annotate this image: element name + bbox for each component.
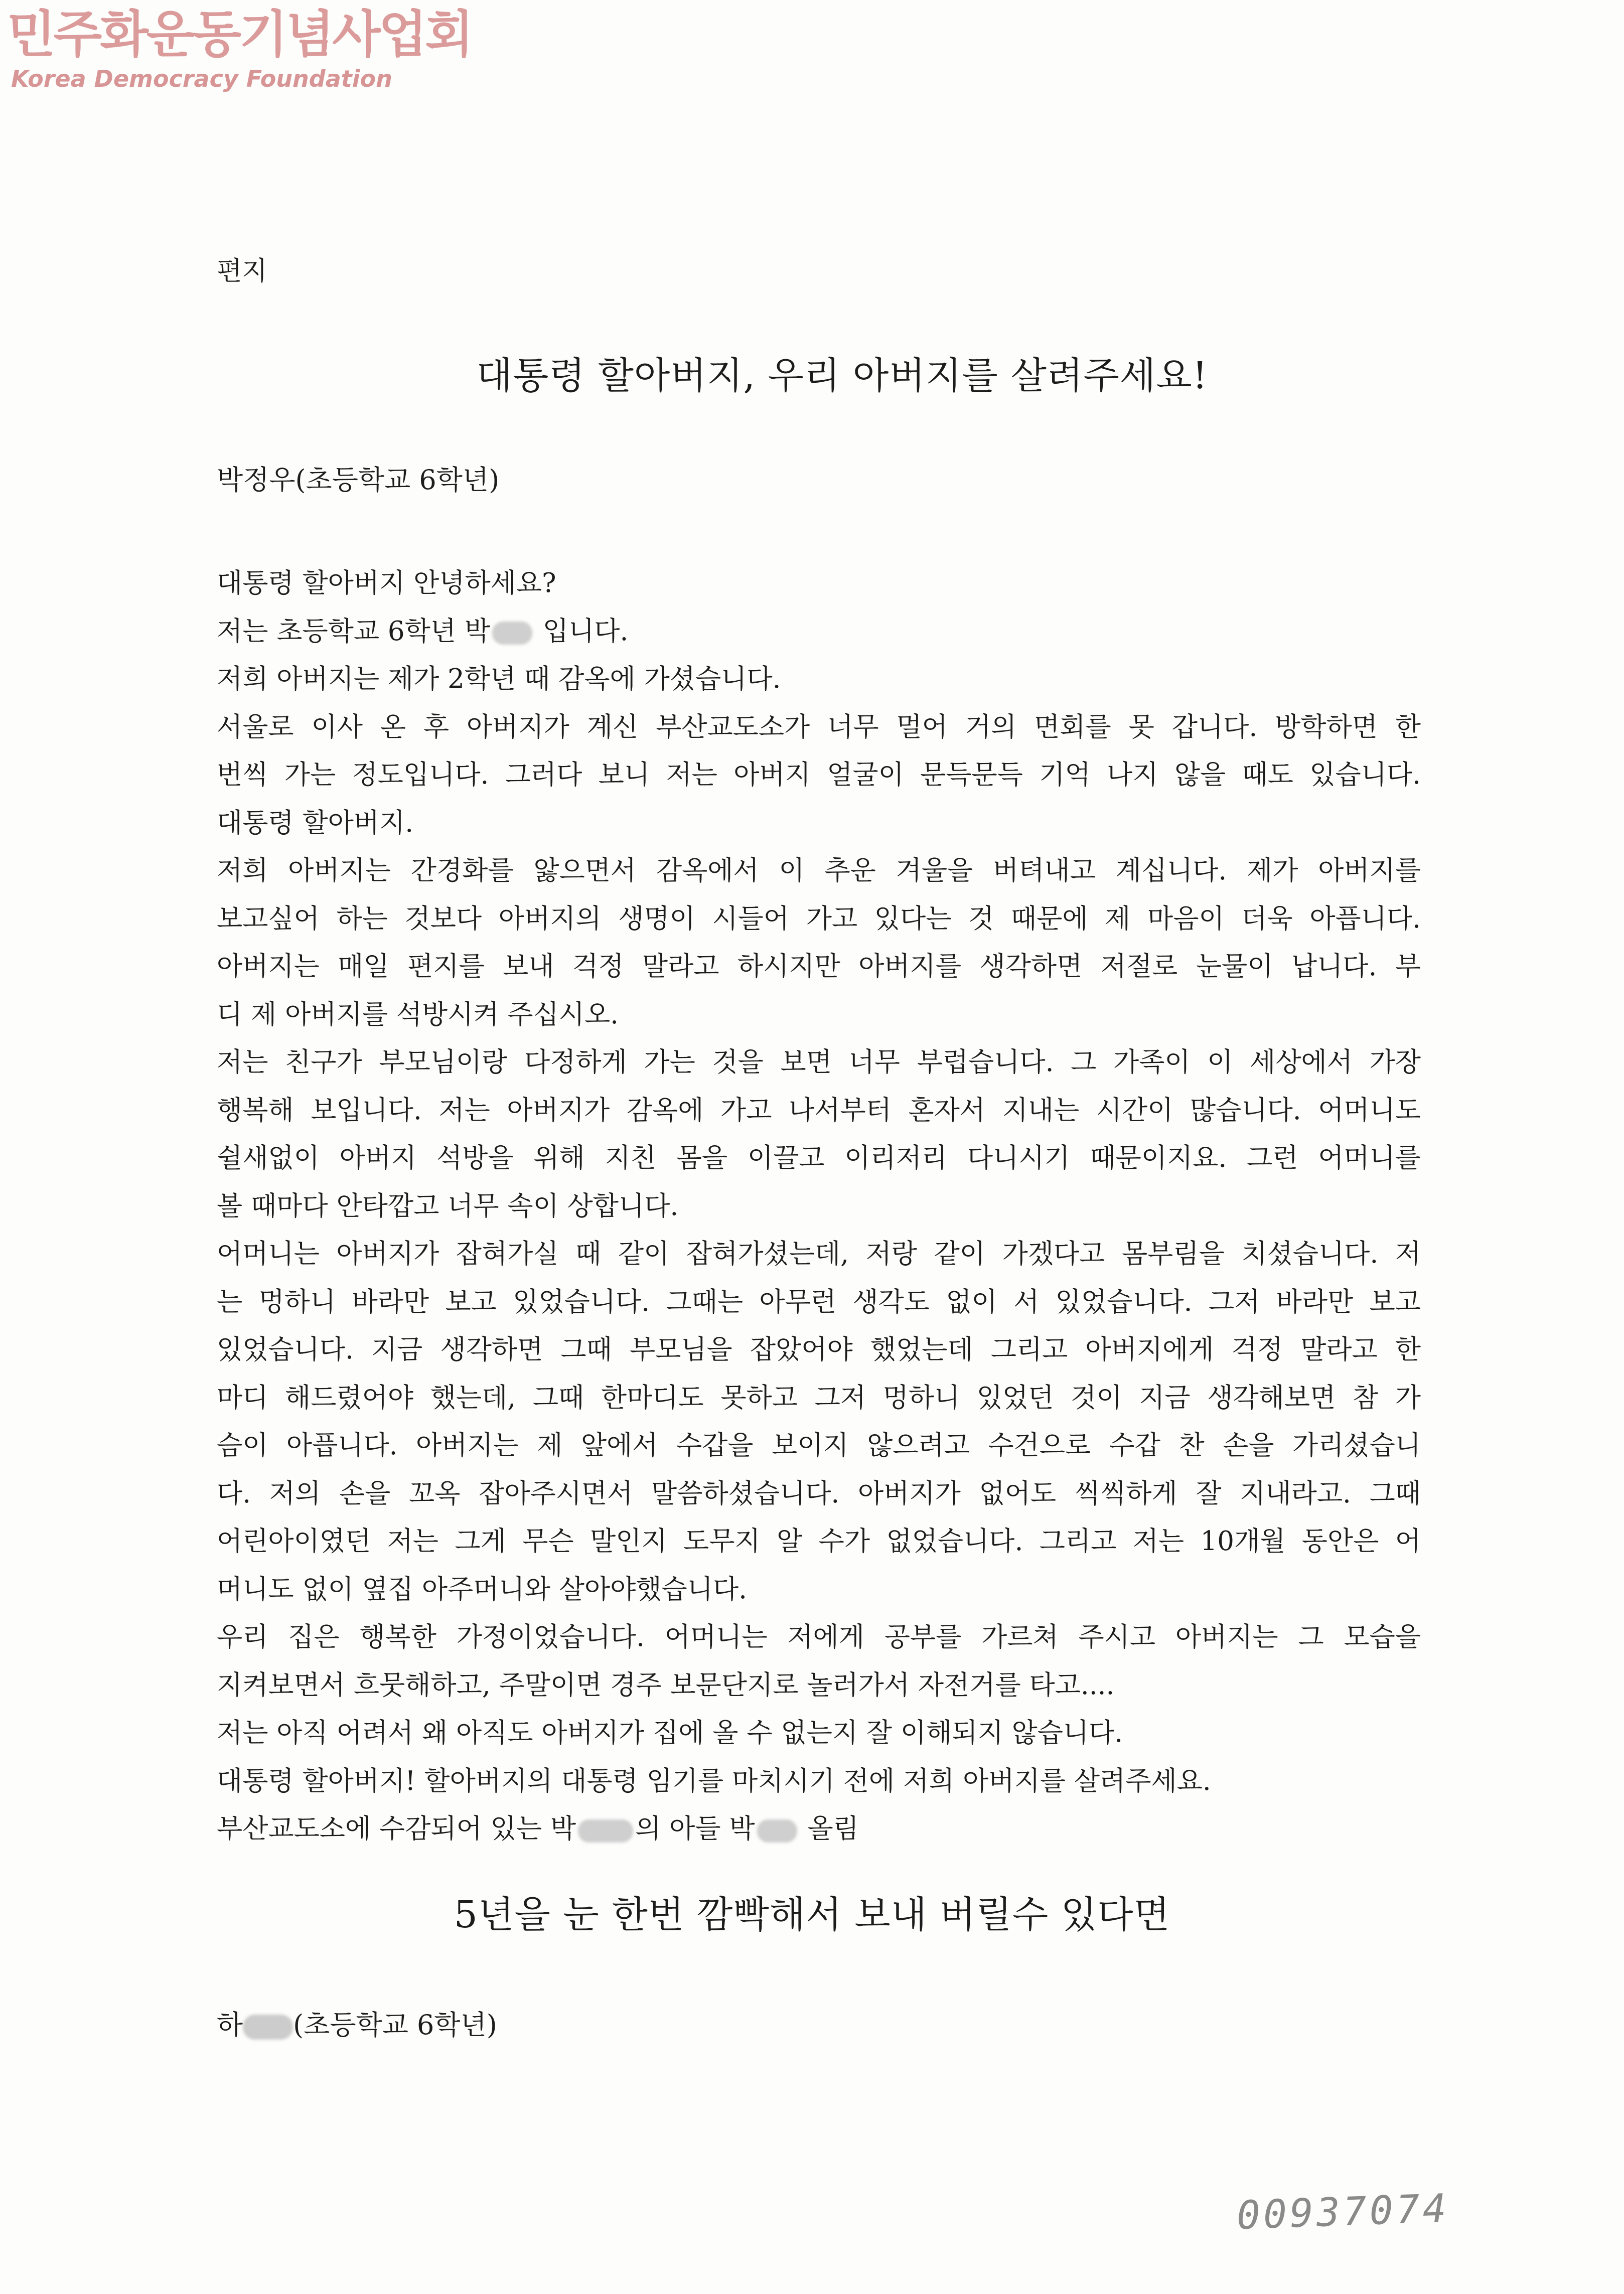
redacted-name bbox=[243, 2015, 293, 2040]
body-line: 저희 아버지는 제가 2학년 때 감옥에 가셨습니다. bbox=[217, 664, 781, 694]
logo-english-text: Korea Democracy Foundation bbox=[11, 65, 392, 92]
body-line: 서울로 이사 온 후 아버지가 계신 부산교도소가 너무 멀어 거의 면회를 못 갑니다. 방학하면 한 bbox=[217, 711, 1421, 742]
body-line: 우리 집은 행복한 가정이었습니다. 어머니는 저에게 공부를 가르쳐 주시고 아버지는 그 모습을 bbox=[217, 1622, 1421, 1652]
body-line: 볼 때마다 안타깝고 너무 속이 상합니다. bbox=[217, 1190, 679, 1221]
document-label: 편지 bbox=[217, 256, 267, 286]
redacted-name bbox=[757, 1819, 797, 1843]
body-line: 어린아이였던 저는 그게 무슨 말인지 도무지 알 수가 없었습니다. 그리고 저는 10개월 동안은 어 bbox=[217, 1526, 1421, 1557]
body-line: 슴이 아픕니다. 아버지는 제 앞에서 수갑을 보이지 않으려고 수건으로 수갑 찬 손을 가리셨습니 bbox=[217, 1430, 1421, 1461]
body-line: 대통령 할아버지 안녕하세요? bbox=[217, 568, 556, 598]
body-line: 저는 아직 어려서 왜 아직도 아버지가 집에 올 수 없는지 잘 이해되지 않습니다. bbox=[217, 1718, 1123, 1748]
body-line-text: 올림 bbox=[799, 1813, 859, 1844]
body-line: 대통령 할아버지! 할아버지의 대통령 임기를 마치시기 전에 저희 아버지를 살려주세요. bbox=[217, 1765, 1211, 1796]
body-line: 쉴새없이 아버지 석방을 위해 지친 몸을 이끌고 이리저리 다니시기 때문이지요. 그런 어머니를 bbox=[217, 1143, 1421, 1173]
body-line bbox=[217, 1805, 1421, 1853]
korea-democracy-foundation-logo bbox=[7, 5, 472, 92]
body-line-text: 입니다. bbox=[534, 616, 629, 647]
letter-author: 박정우(초등학교 6학년) bbox=[217, 464, 500, 496]
letter-title: 대통령 할아버지, 우리 아버지를 살려주세요! bbox=[476, 354, 1208, 397]
body-line: 디 제 아버지를 석방시켜 주십시오. bbox=[217, 999, 619, 1030]
body-line: 어머니는 아버지가 잡혀가실 때 같이 잡혀가셨는데, 저랑 같이 가겠다고 몸부림을 치셨습니다. 저 bbox=[217, 1239, 1421, 1269]
body-line: 대통령 할아버지. bbox=[217, 807, 414, 838]
body-line: 다. 저의 손을 꼬옥 잡아주시면서 말씀하셨습니다. 아버지가 없어도 씩씩하게 잘 지내라고. 그때 bbox=[217, 1478, 1421, 1509]
body-line-text: 의 아들 박 bbox=[635, 1813, 755, 1844]
letter-body bbox=[217, 559, 1421, 1853]
body-line: 지켜보면서 흐뭇해하고, 주말이면 경주 보문단지로 놀러가서 자전거를 타고.... bbox=[217, 1669, 1115, 1701]
body-line: 저희 아버지는 간경화를 앓으면서 감옥에서 이 추운 겨울을 버텨내고 계십니다. 제가 아버지를 bbox=[217, 855, 1421, 886]
body-line: 아버지는 매일 편지를 보내 걱정 말라고 하시지만 아버지를 생각하면 저절로 눈물이 납니다. 부 bbox=[217, 951, 1421, 982]
body-line: 행복해 보입니다. 저는 아버지가 감옥에 가고 나서부터 혼자서 지내는 시간이 많습니다. 어머니도 bbox=[217, 1095, 1421, 1126]
body-line: 저는 친구가 부모님이랑 다정하게 가는 것을 보면 너무 부럽습니다. 그 가족이 이 세상에서 가장 bbox=[217, 1047, 1421, 1078]
second-letter-title: 5년을 눈 한번 깜빡해서 보내 버릴수 있다면 bbox=[454, 1893, 1170, 1936]
body-line: 마디 해드렸어야 했는데, 그때 한마디도 못하고 그저 멍하니 있었던 것이 지금 생각해보면 참 가 bbox=[217, 1382, 1421, 1413]
body-line-text: 부산교도소에 수감되어 있는 박 bbox=[217, 1813, 576, 1844]
body-line: 번씩 가는 정도입니다. 그러다 보니 저는 아버지 얼굴이 문득문득 기억 나지 않을 때도 있습니다. bbox=[217, 759, 1421, 790]
body-line: 는 멍하니 바라만 보고 있었습니다. 그때는 아무런 생각도 없이 서 있었습니다. 그저 바라만 보고 bbox=[217, 1286, 1421, 1317]
body-line-text: 저는 초등학교 6학년 박 bbox=[217, 616, 491, 647]
body-line: 보고싶어 하는 것보다 아버지의 생명이 시들어 가고 있다는 것 때문에 제 마음이 더욱 아픕니다. bbox=[217, 903, 1421, 934]
body-line bbox=[217, 607, 1421, 656]
archive-number-stamp: 00937074 bbox=[1236, 2186, 1450, 2239]
logo-korean-text: 민주화운동기념사업회 bbox=[7, 5, 472, 64]
author-prefix: 하 bbox=[217, 2009, 243, 2041]
body-line: 머니도 없이 옆집 아주머니와 살아야했습니다. bbox=[217, 1574, 747, 1605]
body-line: 있었습니다. 지금 생각하면 그때 부모님을 잡았어야 했었는데 그리고 아버지에게 걱정 말라고 한 bbox=[217, 1334, 1421, 1365]
redacted-name bbox=[492, 622, 532, 645]
redacted-name bbox=[578, 1819, 633, 1843]
author-suffix: (초등학교 6학년) bbox=[293, 2009, 497, 2041]
second-letter-author bbox=[217, 2009, 497, 2041]
